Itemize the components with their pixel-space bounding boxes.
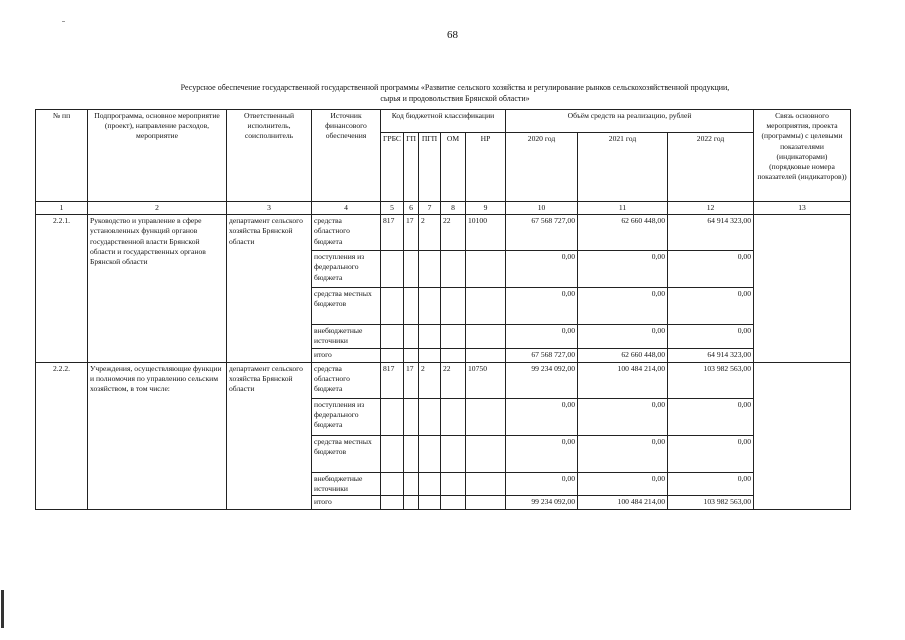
code-grbs [381, 288, 404, 325]
amount-2021: 0,00 [578, 472, 668, 495]
responsible-executor: департамент сельского хозяйства Брянской области [227, 215, 312, 362]
header-subprogram: Подпрограмма, основное мероприятие (проект), направление расходов, мероприятие [88, 110, 227, 202]
table-caption [60, 82, 850, 104]
scan-artifact-edge [1, 590, 4, 628]
table-row [36, 362, 851, 398]
code-pgp [419, 472, 441, 495]
header-volume: Объём средств на реализацию, рублей [506, 110, 754, 133]
code-np: 10750 [466, 362, 506, 398]
col-number: 9 [466, 202, 506, 215]
code-np [466, 496, 506, 510]
header-responsible: Ответственный исполнитель, соисполнитель [227, 110, 312, 202]
amount-2022: 0,00 [668, 251, 754, 288]
code-np [466, 398, 506, 435]
code-pgp [419, 348, 441, 362]
amount-2020: 0,00 [506, 288, 578, 325]
amount-2022: 0,00 [668, 398, 754, 435]
amount-2020: 0,00 [506, 472, 578, 495]
header-gp: ГП [404, 133, 419, 202]
funding-source: средства областного бюджета [312, 215, 381, 251]
header-np: НР [466, 133, 506, 202]
col-number: 8 [441, 202, 466, 215]
code-np [466, 472, 506, 495]
scan-artifact-dot [62, 21, 65, 22]
code-np [466, 325, 506, 348]
col-number: 1 [36, 202, 88, 215]
amount-2021: 0,00 [578, 435, 668, 472]
amount-2020: 0,00 [506, 325, 578, 348]
code-np: 10100 [466, 215, 506, 251]
code-gp: 17 [404, 362, 419, 398]
code-pgp [419, 325, 441, 348]
code-om [441, 472, 466, 495]
code-gp: 17 [404, 215, 419, 251]
amount-2021: 0,00 [578, 398, 668, 435]
col-number: 13 [754, 202, 851, 215]
code-om [441, 348, 466, 362]
col-number: 4 [312, 202, 381, 215]
col-number: 3 [227, 202, 312, 215]
funding-source: средства местных бюджетов [312, 288, 381, 325]
amount-2020: 67 568 727,00 [506, 348, 578, 362]
header-2022: 2022 год [668, 133, 754, 202]
code-np [466, 348, 506, 362]
funding-source: внебюджетные источники [312, 472, 381, 495]
header-pgp: ПГП [419, 133, 441, 202]
header-link: Связь основного мероприятия, проекта (программы) с целевыми показателями (индикаторами) (порядковые номера показателей (индикаторов)) [754, 110, 851, 202]
col-number: 11 [578, 202, 668, 215]
code-pgp [419, 398, 441, 435]
code-pgp [419, 496, 441, 510]
code-grbs: 817 [381, 215, 404, 251]
amount-2021: 62 660 448,00 [578, 215, 668, 251]
row-number: 2.2.2. [36, 362, 88, 509]
caption-line-2: сырья и продовольствия Брянской области» [380, 94, 530, 103]
code-pgp [419, 251, 441, 288]
code-gp [404, 496, 419, 510]
col-number: 2 [88, 202, 227, 215]
col-number: 5 [381, 202, 404, 215]
amount-2022: 103 982 563,00 [668, 496, 754, 510]
code-pgp [419, 288, 441, 325]
responsible-executor: департамент сельского хозяйства Брянской области [227, 362, 312, 509]
amount-2021: 0,00 [578, 288, 668, 325]
code-pgp: 2 [419, 215, 441, 251]
header-grbs: ГРБС [381, 133, 404, 202]
code-grbs [381, 325, 404, 348]
table-row [36, 215, 851, 251]
header-2021: 2021 год [578, 133, 668, 202]
code-om: 22 [441, 362, 466, 398]
amount-2020: 99 234 092,00 [506, 496, 578, 510]
header-om: ОМ [441, 133, 466, 202]
amount-2020: 0,00 [506, 251, 578, 288]
measure-name: Учреждения, осуществляющие функции и полномочия по управлению сельским хозяйством, в том числе: [88, 362, 227, 509]
amount-2020: 0,00 [506, 435, 578, 472]
amount-2022: 103 982 563,00 [668, 362, 754, 398]
code-om [441, 251, 466, 288]
code-grbs [381, 398, 404, 435]
amount-2021: 100 484 214,00 [578, 362, 668, 398]
code-gp [404, 472, 419, 495]
header-source: Источник финансового обеспечения [312, 110, 381, 202]
caption-line-1: Ресурсное обеспечение государственной государственной программы «Развитие сельского хозяйства и регулирование рынков сельскохозяйственной продукции, [180, 83, 730, 92]
code-grbs [381, 435, 404, 472]
amount-2020: 67 568 727,00 [506, 215, 578, 251]
code-om [441, 435, 466, 472]
code-grbs [381, 472, 404, 495]
resource-table [35, 109, 851, 510]
code-gp [404, 348, 419, 362]
code-grbs [381, 496, 404, 510]
col-number: 12 [668, 202, 754, 215]
amount-2020: 99 234 092,00 [506, 362, 578, 398]
funding-source: итого [312, 496, 381, 510]
col-number: 6 [404, 202, 419, 215]
amount-2022: 0,00 [668, 472, 754, 495]
code-om [441, 325, 466, 348]
code-om [441, 288, 466, 325]
funding-source: поступления из федерального бюджета [312, 251, 381, 288]
code-np [466, 435, 506, 472]
amount-2020: 0,00 [506, 398, 578, 435]
header-row-1 [36, 110, 851, 133]
row-number: 2.2.1. [36, 215, 88, 362]
amount-2022: 0,00 [668, 435, 754, 472]
code-np [466, 288, 506, 325]
column-number-row [36, 202, 851, 215]
funding-source: итого [312, 348, 381, 362]
code-grbs [381, 348, 404, 362]
amount-2022: 0,00 [668, 288, 754, 325]
amount-2022: 64 914 323,00 [668, 348, 754, 362]
code-om [441, 496, 466, 510]
header-budget-code: Код бюджетной классификации [381, 110, 506, 133]
header-no: № пп [36, 110, 88, 202]
code-pgp [419, 435, 441, 472]
page-number: 68 [447, 29, 458, 41]
code-om [441, 398, 466, 435]
amount-2021: 62 660 448,00 [578, 348, 668, 362]
funding-source: поступления из федерального бюджета [312, 398, 381, 435]
funding-source: средства местных бюджетов [312, 435, 381, 472]
amount-2021: 0,00 [578, 251, 668, 288]
measure-name: Руководство и управление в сфере установленных функций органов государственной власти Брянской области и государственных органов Брянской области [88, 215, 227, 362]
code-gp [404, 288, 419, 325]
funding-source: средства областного бюджета [312, 362, 381, 398]
funding-source: внебюджетные источники [312, 325, 381, 348]
code-gp [404, 251, 419, 288]
code-om: 22 [441, 215, 466, 251]
col-number: 7 [419, 202, 441, 215]
code-gp [404, 435, 419, 472]
code-gp [404, 325, 419, 348]
amount-2022: 64 914 323,00 [668, 215, 754, 251]
code-np [466, 251, 506, 288]
table-body [36, 202, 851, 510]
amount-2022: 0,00 [668, 325, 754, 348]
header-2020: 2020 год [506, 133, 578, 202]
code-grbs [381, 251, 404, 288]
indicator-link [754, 362, 851, 509]
code-grbs: 817 [381, 362, 404, 398]
amount-2021: 100 484 214,00 [578, 496, 668, 510]
indicator-link [754, 215, 851, 362]
code-gp [404, 398, 419, 435]
amount-2021: 0,00 [578, 325, 668, 348]
col-number: 10 [506, 202, 578, 215]
code-pgp: 2 [419, 362, 441, 398]
